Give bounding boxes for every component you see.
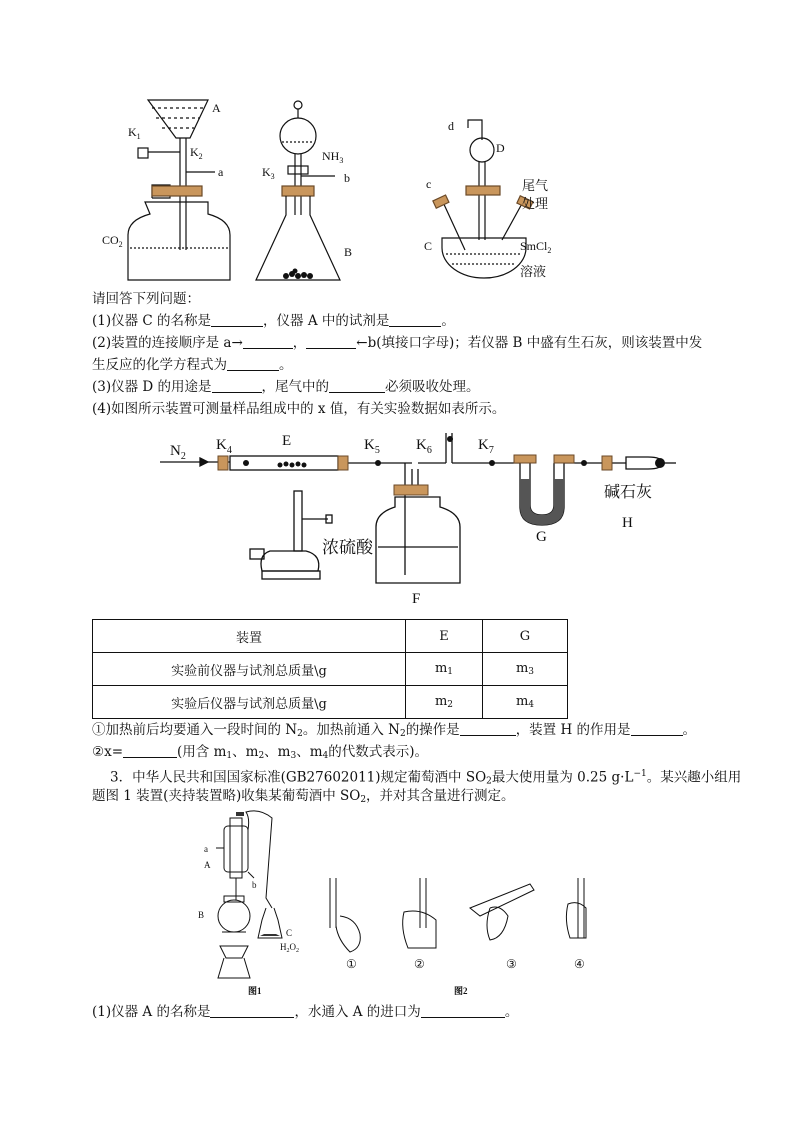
table-cell: $m_1$	[406, 653, 483, 686]
label-K3: $K_3$	[262, 165, 275, 181]
fig-label-C: C	[286, 928, 293, 938]
table-header: G	[483, 620, 568, 653]
answer-blank[interactable]	[460, 722, 516, 736]
label-C: C	[424, 239, 433, 253]
caption-fig1: 图1	[248, 986, 262, 996]
label-soda-lime: 碱石灰	[604, 484, 653, 501]
table-header-row	[93, 620, 568, 653]
label-K7: $K_7$	[478, 437, 494, 456]
table-cell: 实验后仪器与试剂总质量\g	[93, 686, 406, 719]
label-NH3: $NH_3$	[322, 149, 344, 165]
option-2: ②	[414, 957, 425, 971]
label-N2: $N_2$	[170, 443, 186, 462]
label-K1: $K_1$	[128, 125, 141, 141]
table-cell: 实验前仪器与试剂总质量\g	[93, 653, 406, 686]
fig-label-b: b	[252, 880, 257, 890]
soda-lime-fill	[520, 479, 564, 525]
caption-fig2: 图2	[454, 986, 468, 996]
table-header: E	[406, 620, 483, 653]
distillation-figure	[190, 808, 610, 998]
answer-blank[interactable]	[631, 722, 683, 736]
question-2-cont: 生反应的化学方程式为 。	[92, 357, 293, 373]
label-G: G	[536, 529, 547, 545]
label-A: A	[212, 101, 221, 115]
fig-label-a: a	[204, 844, 208, 854]
question-3: (3)仪器 D 的用途是 ，尾气中的 必须吸收处理。	[92, 379, 480, 395]
answer-blank[interactable]	[329, 379, 385, 393]
data-table	[92, 619, 568, 719]
question-4: (4)如图所示装置可测量样品组成中的 x 值，有关实验数据如表所示。	[92, 401, 506, 417]
answer-blank[interactable]	[227, 357, 279, 371]
top-apparatus-figure	[90, 90, 570, 290]
label-acid: 浓硫酸	[322, 538, 373, 557]
answer-blank[interactable]	[211, 313, 263, 327]
answer-blank[interactable]	[212, 379, 262, 393]
left-apparatus	[128, 100, 230, 280]
label-B: B	[344, 245, 353, 259]
option-1: ①	[346, 957, 357, 971]
label-K6: $K_6$	[416, 437, 432, 456]
label-E: E	[282, 433, 292, 449]
answer-blank[interactable]	[243, 335, 293, 349]
problem-3-line-1: 3．中华人民共和国国家标准(GB27602011)规定葡萄酒中 $SO_2$最大使用量为 0.25 $g\cdot L^{-1}$。某兴趣小组用	[110, 769, 742, 787]
question-2: (2)装置的连接顺序是 a→ ， ←b(填接口字母)；若仪器 B 中盛有生石灰，则该装置中发	[92, 335, 703, 351]
answer-blank[interactable]	[123, 744, 177, 758]
answer-blank[interactable]	[421, 1004, 505, 1018]
label-tail1: 尾气	[522, 178, 549, 193]
fig-label-B: B	[198, 910, 205, 920]
measurement-apparatus	[150, 425, 680, 610]
label-K4: $K_4$	[216, 437, 232, 456]
table-cell: $m_3$	[483, 653, 568, 686]
middle-apparatus	[256, 101, 340, 280]
burette-2	[403, 878, 436, 948]
table-row	[93, 653, 568, 686]
answer-blank[interactable]	[210, 1004, 294, 1018]
label-K2: $K_2$	[190, 145, 203, 161]
label-c: c	[426, 177, 432, 191]
fig-label-H2O2: $H_2O_2$	[280, 942, 299, 954]
label-F: F	[412, 591, 421, 607]
label-b: b	[344, 171, 350, 185]
problem-3-line-2: 题图 1 装置(夹持装置略)收集某葡萄酒中 $SO_2$，并对其含量进行测定。	[92, 788, 515, 805]
answer-blank[interactable]	[389, 313, 441, 327]
solid-granules	[283, 269, 313, 280]
note-2: ②x= (用含 $m_1$、$m_2$、$m_3$、$m_4$的代数式表示)。	[92, 744, 429, 761]
fig-label-A: A	[204, 860, 211, 870]
answer-blank[interactable]	[306, 335, 356, 349]
label-CO2: $CO_2$	[102, 233, 123, 249]
table-row	[93, 686, 568, 719]
label-d: d	[448, 119, 454, 133]
table-cell: $m_4$	[483, 686, 568, 719]
label-K5: $K_5$	[364, 437, 380, 456]
label-H: H	[622, 515, 633, 531]
right-apparatus	[433, 120, 533, 278]
label-D: D	[496, 141, 505, 155]
option-4: ④	[574, 957, 585, 971]
final-question: (1)仪器 A 的名称是 ，水通入 A 的进口为 。	[92, 1004, 519, 1020]
burette-3	[470, 884, 534, 940]
intro-text: 请回答下列问题：	[92, 291, 200, 307]
option-3: ③	[506, 957, 517, 971]
burette-1	[330, 878, 360, 952]
label-SmCl2: SmCl$_2$	[520, 239, 552, 255]
label-tail2: 处理	[522, 196, 549, 211]
note-1: ①加热前后均要通入一段时间的 $N_2$。加热前通入 $N_2$的操作是 ，装置 H 的作用是 。	[92, 722, 697, 739]
table-cell: $m_2$	[406, 686, 483, 719]
table-header: 装置	[93, 620, 406, 653]
burette-4	[566, 878, 586, 938]
question-1: (1)仪器 C 的名称是 ，仪器 A 中的试剂是 。	[92, 313, 455, 329]
label-a: a	[218, 165, 224, 179]
label-solution: 溶液	[520, 264, 547, 279]
